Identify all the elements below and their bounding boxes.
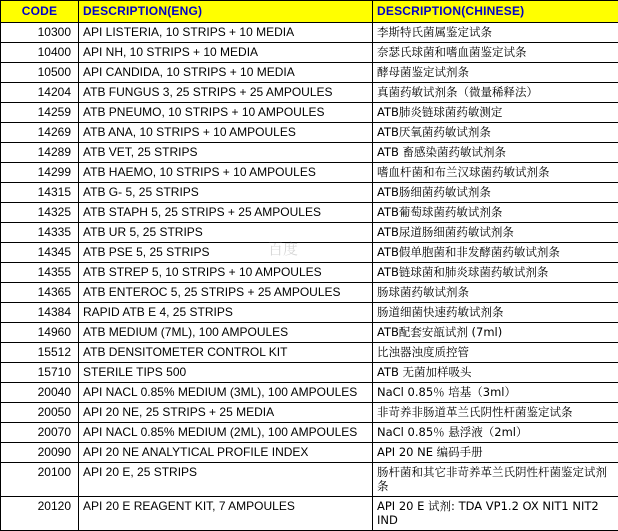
cell-code: 20090	[1, 443, 79, 463]
table-row	[1, 123, 618, 143]
cell-description-eng: ATB PNEUMO, 10 STRIPS + 10 AMPOULES	[79, 103, 373, 123]
cell-description-eng: ATB UR 5, 25 STRIPS	[79, 223, 373, 243]
table-row	[1, 283, 618, 303]
cell-code: 15710	[1, 363, 79, 383]
cell-code: 14960	[1, 323, 79, 343]
cell-description-chinese: ATB尿道肠细菌药敏试剂条	[373, 223, 618, 243]
table-row	[1, 343, 618, 363]
table-row	[1, 463, 618, 497]
cell-code: 20040	[1, 383, 79, 403]
table-row	[1, 443, 618, 463]
table-row	[1, 383, 618, 403]
cell-description-chinese: 肠球菌药敏试剂条	[373, 283, 618, 303]
cell-description-chinese: 非苛养非肠道革兰氏阴性杆菌鉴定试条	[373, 403, 618, 423]
table-row	[1, 163, 618, 183]
cell-code: 10500	[1, 63, 79, 83]
cell-description-chinese: 嗜血杆菌和布兰汉球菌药敏试剂条	[373, 163, 618, 183]
table-header	[1, 1, 618, 23]
column-header-description-eng: DESCRIPTION(ENG)	[79, 1, 373, 23]
cell-description-eng: API NH, 10 STRIPS + 10 MEDIA	[79, 43, 373, 63]
cell-code: 14289	[1, 143, 79, 163]
cell-description-chinese: 肠杆菌和其它非苛养革兰氏阴性杆菌鉴定试剂条	[373, 463, 618, 497]
cell-code: 20100	[1, 463, 79, 497]
cell-code: 14259	[1, 103, 79, 123]
cell-description-eng: ATB VET, 25 STRIPS	[79, 143, 373, 163]
cell-description-chinese: NaCl 0.85％ 悬浮液（2ml）	[373, 423, 618, 443]
table-row	[1, 143, 618, 163]
cell-description-chinese: ATB 畜感染菌药敏试剂条	[373, 143, 618, 163]
cell-description-eng: ATB STAPH 5, 25 STRIPS + 25 AMPOULES	[79, 203, 373, 223]
table-row	[1, 23, 618, 43]
cell-code: 14365	[1, 283, 79, 303]
cell-description-eng: API 20 NE ANALYTICAL PROFILE INDEX	[79, 443, 373, 463]
table-row	[1, 497, 618, 531]
table-row	[1, 203, 618, 223]
cell-description-eng: ATB MEDIUM (7ML), 100 AMPOULES	[79, 323, 373, 343]
cell-description-chinese: 真菌药敏试剂条（微量稀释法）	[373, 83, 618, 103]
cell-description-chinese: ATB肺炎链球菌药敏测定	[373, 103, 618, 123]
cell-code: 14325	[1, 203, 79, 223]
cell-description-eng: API 20 NE, 25 STRIPS + 25 MEDIA	[79, 403, 373, 423]
cell-description-eng: API CANDIDA, 10 STRIPS + 10 MEDIA	[79, 63, 373, 83]
cell-code: 14204	[1, 83, 79, 103]
cell-description-chinese: API 20 E 试剂: TDA VP1.2 OX NIT1 NIT2 IND	[373, 497, 618, 531]
cell-description-eng: RAPID ATB E 4, 25 STRIPS	[79, 303, 373, 323]
cell-description-chinese: ATB肠细菌药敏试剂条	[373, 183, 618, 203]
cell-description-eng: ATB ANA, 10 STRIPS + 10 AMPOULES	[79, 123, 373, 143]
cell-code: 10400	[1, 43, 79, 63]
cell-description-eng: ATB ENTEROC 5, 25 STRIPS + 25 AMPOULES	[79, 283, 373, 303]
cell-description-eng: ATB STREP 5, 10 STRIPS + 10 AMPOULES	[79, 263, 373, 283]
table-row	[1, 83, 618, 103]
cell-description-chinese: ATB链球菌和肺炎球菌药敏试剂条	[373, 263, 618, 283]
cell-code: 14299	[1, 163, 79, 183]
cell-code: 14384	[1, 303, 79, 323]
table-row	[1, 323, 618, 343]
cell-description-chinese: ATB葡萄球菌药敏试剂条	[373, 203, 618, 223]
cell-code: 14269	[1, 123, 79, 143]
column-header-description-chinese: DESCRIPTION(CHINESE)	[373, 1, 618, 23]
table-row	[1, 223, 618, 243]
cell-description-chinese: API 20 NE 编码手册	[373, 443, 618, 463]
table-row	[1, 423, 618, 443]
cell-code: 15512	[1, 343, 79, 363]
cell-description-chinese: NaCl 0.85％ 培基（3ml）	[373, 383, 618, 403]
cell-code: 20050	[1, 403, 79, 423]
cell-description-chinese: ATB假单胞菌和非发酵菌药敏试剂条	[373, 243, 618, 263]
cell-description-eng: API NACL 0.85% MEDIUM (2ML), 100 AMPOULES	[79, 423, 373, 443]
cell-description-eng: API 20 E REAGENT KIT, 7 AMPOULES	[79, 497, 373, 531]
cell-description-eng: STERILE TIPS 500	[79, 363, 373, 383]
cell-description-eng: API LISTERIA, 10 STRIPS + 10 MEDIA	[79, 23, 373, 43]
cell-description-chinese: ATB 无菌加样吸头	[373, 363, 618, 383]
cell-description-chinese: 李斯特氏菌属鉴定试条	[373, 23, 618, 43]
cell-code: 10300	[1, 23, 79, 43]
table-row	[1, 243, 618, 263]
cell-description-chinese: 奈瑟氏球菌和嗜血菌鉴定试条	[373, 43, 618, 63]
cell-description-eng: ATB FUNGUS 3, 25 STRIPS + 25 AMPOULES	[79, 83, 373, 103]
table-row	[1, 63, 618, 83]
cell-description-chinese: 比浊器浊度质控管	[373, 343, 618, 363]
cell-description-eng: ATB DENSITOMETER CONTROL KIT	[79, 343, 373, 363]
table-row	[1, 363, 618, 383]
cell-description-eng: API 20 E, 25 STRIPS	[79, 463, 373, 497]
table-row	[1, 183, 618, 203]
cell-description-eng: ATB HAEMO, 10 STRIPS + 10 AMPOULES	[79, 163, 373, 183]
cell-code: 14335	[1, 223, 79, 243]
column-header-code: CODE	[1, 1, 79, 23]
cell-description-eng: API NACL 0.85% MEDIUM (3ML), 100 AMPOULES	[79, 383, 373, 403]
cell-description-chinese: ATB厌氧菌药敏试剂条	[373, 123, 618, 143]
table-row	[1, 103, 618, 123]
table-row	[1, 43, 618, 63]
cell-code: 20120	[1, 497, 79, 531]
table-row	[1, 403, 618, 423]
watermark: 百度	[268, 238, 298, 259]
cell-code: 14315	[1, 183, 79, 203]
cell-code: 14345	[1, 243, 79, 263]
cell-description-chinese: ATB配套安瓿试剂 (7ml)	[373, 323, 618, 343]
cell-code: 20070	[1, 423, 79, 443]
table-row	[1, 263, 618, 283]
cell-description-chinese: 肠道细菌快速药敏试剂条	[373, 303, 618, 323]
cell-description-eng: ATB G- 5, 25 STRIPS	[79, 183, 373, 203]
cell-code: 14355	[1, 263, 79, 283]
cell-description-chinese: 酵母菌鉴定试剂条	[373, 63, 618, 83]
table-body	[1, 23, 618, 531]
table-header-row	[1, 1, 618, 23]
table-row	[1, 303, 618, 323]
cell-description-eng: ATB PSE 5, 25 STRIPS	[79, 243, 373, 263]
